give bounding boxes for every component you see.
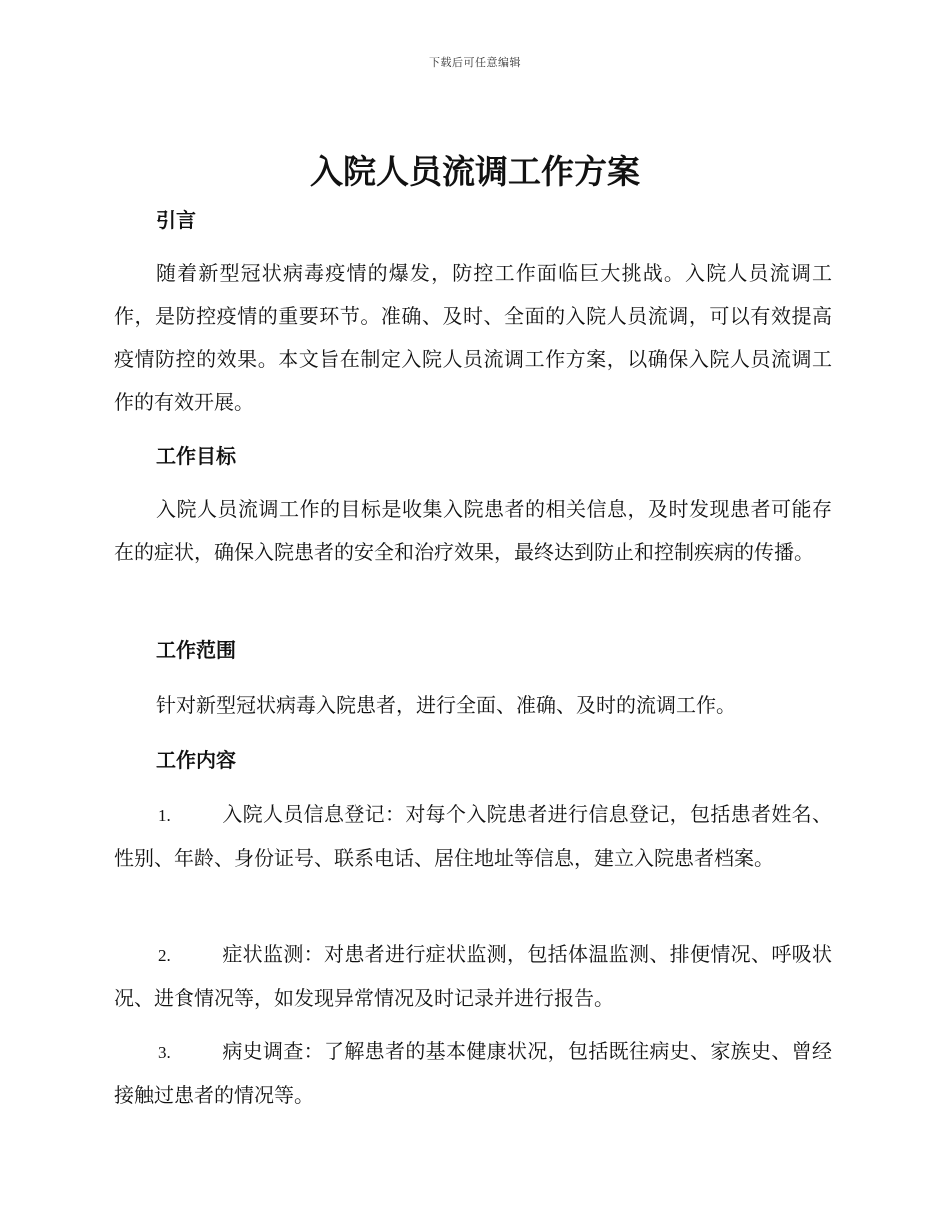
list-item-text: 症状监测：对患者进行症状监测，包括体温监测、排便情况、呼吸状况、进食情况等，如发现异常情况及时记录并进行报告。: [114, 942, 832, 1010]
list-item-text: 入院人员信息登记：对每个入院患者进行信息登记，包括患者姓名、性别、年龄、身份证号、联系电话、居住地址等信息，建立入院患者档案。: [114, 802, 832, 870]
list-item-number: 2.: [158, 946, 171, 965]
list-item-text: 病史调查：了解患者的基本健康状况，包括既往病史、家族史、曾经接触过患者的情况等。: [114, 1039, 832, 1107]
list-item: [114, 1030, 832, 1117]
section-heading-goal: 工作目标: [156, 444, 236, 468]
section-heading-intro: 引言: [156, 208, 196, 232]
document-title: 入院人员流调工作方案: [310, 152, 640, 191]
section-heading-content: 工作内容: [156, 748, 236, 772]
list-item: [114, 793, 832, 880]
section-text-goal: 入院人员流调工作的目标是收集入院患者的相关信息，及时发现患者可能存在的症状，确保入院患者的安全和治疗效果，最终达到防止和控制疾病的传播。: [114, 497, 832, 564]
section-text-intro: 随着新型冠状病毒疫情的爆发，防控工作面临巨大挑战。入院人员流调工作，是防控疫情的重要环节。准确、及时、全面的入院人员流调，可以有效提高疫情防控的效果。本文旨在制定入院人员流调工作方案，以确保入院人员流调工作的有效开展。: [114, 261, 832, 414]
section-heading-scope: 工作范围: [156, 638, 236, 662]
list-item-number: 1.: [158, 806, 171, 825]
list-item-number: 3.: [158, 1043, 171, 1062]
section-text-scope: 针对新型冠状病毒入院患者，进行全面、准确、及时的流调工作。: [156, 693, 736, 717]
list-item: [114, 933, 832, 1020]
page-header-note: 下载后可任意编辑: [429, 56, 521, 69]
